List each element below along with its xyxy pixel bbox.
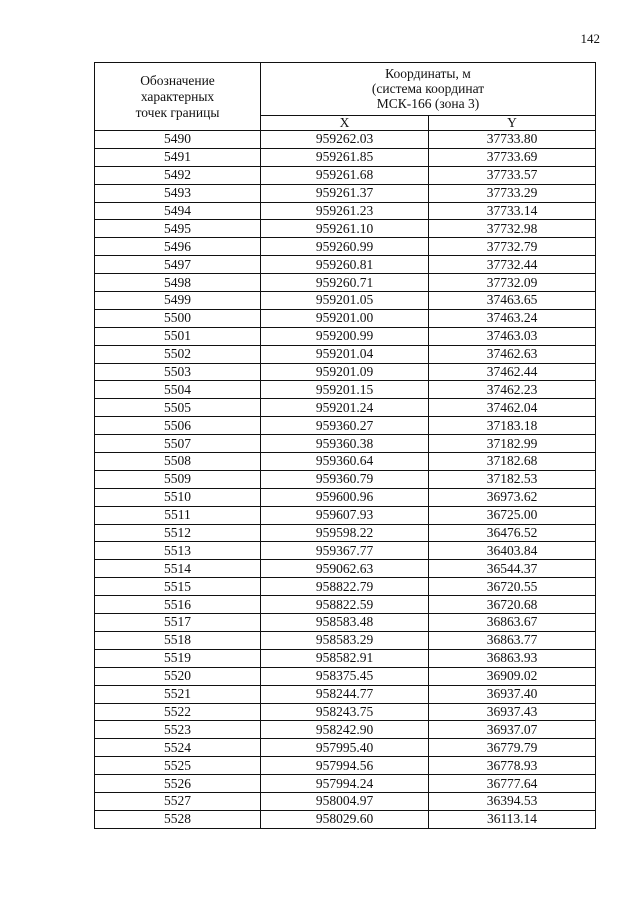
table-row	[95, 810, 596, 828]
x-coordinate-cell: 959598.22	[261, 524, 429, 542]
point-id-cell: 5491	[95, 148, 261, 166]
point-id-cell: 5500	[95, 309, 261, 327]
y-coordinate-cell: 37732.79	[429, 238, 596, 256]
table-row	[95, 649, 596, 667]
header-x: X	[261, 115, 429, 130]
x-coordinate-cell: 958243.75	[261, 703, 429, 721]
x-coordinate-cell: 958583.29	[261, 631, 429, 649]
table-row	[95, 148, 596, 166]
table-row	[95, 453, 596, 471]
y-coordinate-cell: 36720.68	[429, 596, 596, 614]
y-coordinate-cell: 36937.07	[429, 721, 596, 739]
table-row	[95, 256, 596, 274]
table-row	[95, 506, 596, 524]
table-row	[95, 685, 596, 703]
y-coordinate-cell: 37732.44	[429, 256, 596, 274]
header-point-name-label: Обозначение характерных точек границы	[135, 72, 220, 120]
point-id-cell: 5507	[95, 435, 261, 453]
table-row	[95, 792, 596, 810]
point-id-cell: 5495	[95, 220, 261, 238]
point-id-cell: 5502	[95, 345, 261, 363]
x-coordinate-cell: 959201.24	[261, 399, 429, 417]
x-coordinate-cell: 959201.15	[261, 381, 429, 399]
x-coordinate-cell: 959201.09	[261, 363, 429, 381]
y-coordinate-cell: 37733.14	[429, 202, 596, 220]
header-y: Y	[429, 115, 596, 130]
header-point-name	[95, 63, 261, 131]
x-coordinate-cell: 958375.45	[261, 667, 429, 685]
point-id-cell: 5508	[95, 453, 261, 471]
table-row	[95, 739, 596, 757]
y-coordinate-cell: 36113.14	[429, 810, 596, 828]
x-coordinate-cell: 959261.10	[261, 220, 429, 238]
x-coordinate-cell: 958583.48	[261, 614, 429, 632]
table-row	[95, 417, 596, 435]
point-id-cell: 5519	[95, 649, 261, 667]
x-coordinate-cell: 958004.97	[261, 792, 429, 810]
y-coordinate-cell: 36725.00	[429, 506, 596, 524]
point-id-cell: 5511	[95, 506, 261, 524]
y-coordinate-cell: 36863.67	[429, 614, 596, 632]
table-row	[95, 435, 596, 453]
point-id-cell: 5521	[95, 685, 261, 703]
table-row	[95, 327, 596, 345]
point-id-cell: 5490	[95, 131, 261, 149]
y-coordinate-cell: 37733.29	[429, 184, 596, 202]
table-row	[95, 488, 596, 506]
table-row	[95, 542, 596, 560]
table-row	[95, 381, 596, 399]
x-coordinate-cell: 959201.00	[261, 309, 429, 327]
point-id-cell: 5496	[95, 238, 261, 256]
point-id-cell: 5520	[95, 667, 261, 685]
y-coordinate-cell: 37463.24	[429, 309, 596, 327]
y-coordinate-cell: 36779.79	[429, 739, 596, 757]
y-coordinate-cell: 37462.44	[429, 363, 596, 381]
table-row	[95, 345, 596, 363]
x-coordinate-cell: 958029.60	[261, 810, 429, 828]
coordinates-table	[94, 62, 596, 829]
point-id-cell: 5517	[95, 614, 261, 632]
x-coordinate-cell: 959367.77	[261, 542, 429, 560]
point-id-cell: 5515	[95, 578, 261, 596]
table-row	[95, 238, 596, 256]
x-coordinate-cell: 959260.81	[261, 256, 429, 274]
x-coordinate-cell: 959261.68	[261, 166, 429, 184]
point-id-cell: 5505	[95, 399, 261, 417]
table-row	[95, 775, 596, 793]
x-coordinate-cell: 957994.24	[261, 775, 429, 793]
y-coordinate-cell: 36476.52	[429, 524, 596, 542]
point-id-cell: 5514	[95, 560, 261, 578]
table-row	[95, 631, 596, 649]
y-coordinate-cell: 37182.53	[429, 470, 596, 488]
y-coordinate-cell: 37182.99	[429, 435, 596, 453]
point-id-cell: 5527	[95, 792, 261, 810]
y-coordinate-cell: 36394.53	[429, 792, 596, 810]
y-coordinate-cell: 36720.55	[429, 578, 596, 596]
table-body	[95, 131, 596, 829]
x-coordinate-cell: 959600.96	[261, 488, 429, 506]
y-coordinate-cell: 37182.68	[429, 453, 596, 471]
table-header	[95, 63, 596, 131]
y-coordinate-cell: 37462.23	[429, 381, 596, 399]
x-coordinate-cell: 958822.59	[261, 596, 429, 614]
x-coordinate-cell: 959360.64	[261, 453, 429, 471]
table-row	[95, 470, 596, 488]
table-row	[95, 757, 596, 775]
point-id-cell: 5528	[95, 810, 261, 828]
table-row	[95, 274, 596, 292]
page-number: 142	[580, 31, 600, 46]
point-id-cell: 5513	[95, 542, 261, 560]
y-coordinate-cell: 37463.03	[429, 327, 596, 345]
point-id-cell: 5503	[95, 363, 261, 381]
point-id-cell: 5499	[95, 292, 261, 310]
point-id-cell: 5526	[95, 775, 261, 793]
header-coordinates-label: Координаты, м (система координат МСК-166 (зона 3)	[371, 66, 485, 112]
point-id-cell: 5504	[95, 381, 261, 399]
x-coordinate-cell: 959200.99	[261, 327, 429, 345]
x-coordinate-cell: 959360.79	[261, 470, 429, 488]
y-coordinate-cell: 36937.43	[429, 703, 596, 721]
point-id-cell: 5492	[95, 166, 261, 184]
y-coordinate-cell: 37732.09	[429, 274, 596, 292]
table-row	[95, 667, 596, 685]
table-row	[95, 184, 596, 202]
y-coordinate-cell: 36973.62	[429, 488, 596, 506]
y-coordinate-cell: 37732.98	[429, 220, 596, 238]
y-coordinate-cell: 36863.77	[429, 631, 596, 649]
point-id-cell: 5497	[95, 256, 261, 274]
table-row	[95, 524, 596, 542]
x-coordinate-cell: 959201.05	[261, 292, 429, 310]
table-row	[95, 220, 596, 238]
y-coordinate-cell: 36909.02	[429, 667, 596, 685]
table-row	[95, 363, 596, 381]
point-id-cell: 5501	[95, 327, 261, 345]
x-coordinate-cell: 959201.04	[261, 345, 429, 363]
x-coordinate-cell: 957994.56	[261, 757, 429, 775]
x-coordinate-cell: 959360.27	[261, 417, 429, 435]
point-id-cell: 5493	[95, 184, 261, 202]
table-row	[95, 614, 596, 632]
x-coordinate-cell: 959260.71	[261, 274, 429, 292]
point-id-cell: 5510	[95, 488, 261, 506]
x-coordinate-cell: 959607.93	[261, 506, 429, 524]
point-id-cell: 5518	[95, 631, 261, 649]
y-coordinate-cell: 37183.18	[429, 417, 596, 435]
y-coordinate-cell: 37733.80	[429, 131, 596, 149]
point-id-cell: 5498	[95, 274, 261, 292]
y-coordinate-cell: 36403.84	[429, 542, 596, 560]
x-coordinate-cell: 959360.38	[261, 435, 429, 453]
x-coordinate-cell: 959262.03	[261, 131, 429, 149]
x-coordinate-cell: 958244.77	[261, 685, 429, 703]
table-row	[95, 703, 596, 721]
y-coordinate-cell: 37733.69	[429, 148, 596, 166]
point-id-cell: 5516	[95, 596, 261, 614]
y-coordinate-cell: 36777.64	[429, 775, 596, 793]
point-id-cell: 5525	[95, 757, 261, 775]
y-coordinate-cell: 37462.63	[429, 345, 596, 363]
y-coordinate-cell: 36544.37	[429, 560, 596, 578]
x-coordinate-cell: 957995.40	[261, 739, 429, 757]
table-row	[95, 309, 596, 327]
table-row	[95, 721, 596, 739]
point-id-cell: 5506	[95, 417, 261, 435]
y-coordinate-cell: 37462.04	[429, 399, 596, 417]
table-row	[95, 596, 596, 614]
table-row	[95, 202, 596, 220]
table-row	[95, 292, 596, 310]
y-coordinate-cell: 36937.40	[429, 685, 596, 703]
table-row	[95, 131, 596, 149]
point-id-cell: 5524	[95, 739, 261, 757]
header-coordinates	[261, 63, 596, 116]
point-id-cell: 5512	[95, 524, 261, 542]
x-coordinate-cell: 959260.99	[261, 238, 429, 256]
point-id-cell: 5522	[95, 703, 261, 721]
point-id-cell: 5494	[95, 202, 261, 220]
x-coordinate-cell: 959062.63	[261, 560, 429, 578]
y-coordinate-cell: 37733.57	[429, 166, 596, 184]
x-coordinate-cell: 958242.90	[261, 721, 429, 739]
x-coordinate-cell: 958822.79	[261, 578, 429, 596]
y-coordinate-cell: 37463.65	[429, 292, 596, 310]
y-coordinate-cell: 36778.93	[429, 757, 596, 775]
x-coordinate-cell: 959261.23	[261, 202, 429, 220]
y-coordinate-cell: 36863.93	[429, 649, 596, 667]
table-row	[95, 560, 596, 578]
x-coordinate-cell: 959261.85	[261, 148, 429, 166]
point-id-cell: 5509	[95, 470, 261, 488]
table-row	[95, 399, 596, 417]
x-coordinate-cell: 959261.37	[261, 184, 429, 202]
x-coordinate-cell: 958582.91	[261, 649, 429, 667]
point-id-cell: 5523	[95, 721, 261, 739]
table-row	[95, 166, 596, 184]
table-row	[95, 578, 596, 596]
